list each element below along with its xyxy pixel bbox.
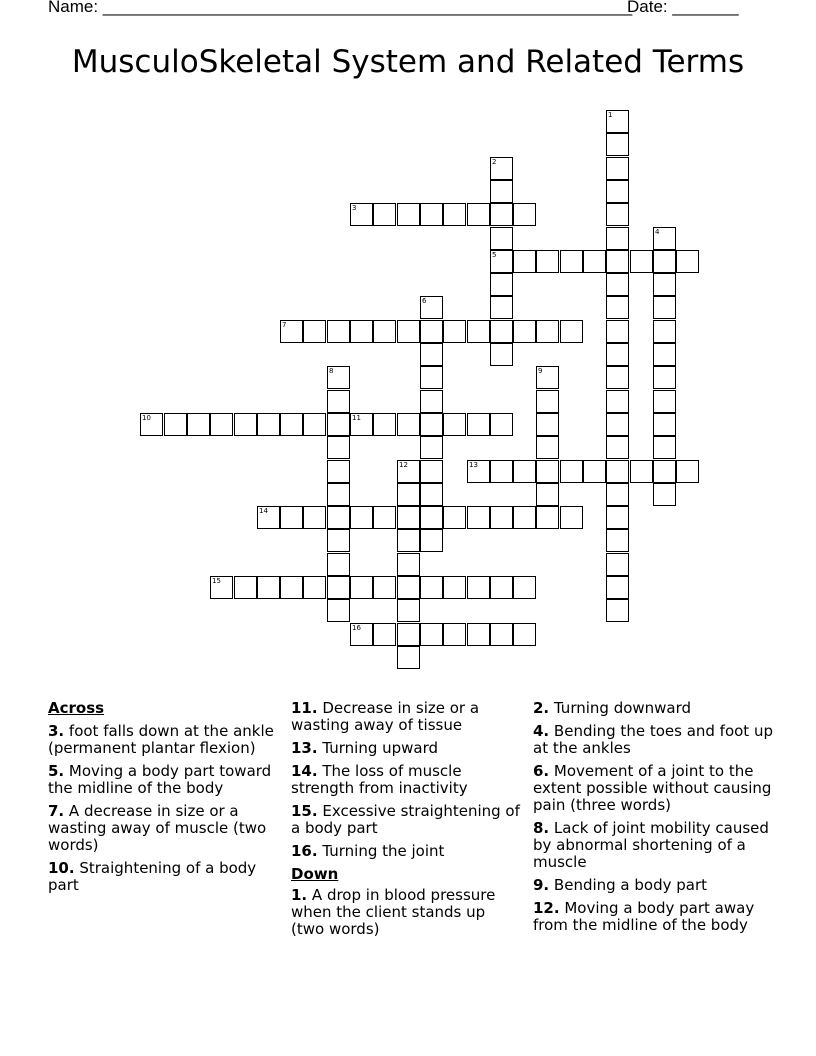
grid-cell[interactable] [373, 413, 396, 436]
clue-number: 3 [352, 204, 357, 212]
grid-cell[interactable] [490, 180, 513, 203]
clue-number: 1 [608, 111, 613, 119]
grid-cell[interactable] [490, 250, 513, 273]
clue-number: 16 [352, 624, 361, 632]
grid-cell[interactable] [606, 366, 629, 389]
clue-number: 11 [352, 414, 361, 422]
grid-cell[interactable] [606, 413, 629, 436]
grid-cell[interactable] [234, 576, 257, 599]
grid-cell[interactable] [490, 157, 513, 180]
grid-cell[interactable] [397, 483, 420, 506]
grid-cell[interactable] [420, 320, 443, 343]
grid-cell[interactable] [420, 296, 443, 319]
grid-cell[interactable] [536, 460, 559, 483]
grid-cell[interactable] [327, 529, 350, 552]
clue-number: 5 [492, 251, 497, 259]
grid-cell[interactable] [327, 483, 350, 506]
clue-across-11: 11. Decrease in size or a wasting away of tissue [291, 699, 480, 734]
grid-cell[interactable] [560, 250, 583, 273]
grid-cell[interactable] [606, 576, 629, 599]
grid-cell[interactable] [327, 553, 350, 576]
grid-cell[interactable] [420, 483, 443, 506]
grid-cell[interactable] [280, 506, 303, 529]
grid-cell[interactable] [490, 203, 513, 226]
grid-cell[interactable] [327, 413, 350, 436]
clue-number: 10 [142, 414, 151, 422]
grid-cell[interactable] [467, 460, 490, 483]
grid-cell[interactable] [653, 320, 676, 343]
grid-cell[interactable] [676, 460, 699, 483]
grid-cell[interactable] [397, 623, 420, 646]
grid-cell[interactable] [606, 529, 629, 552]
grid-cell[interactable] [443, 506, 466, 529]
grid-cell[interactable] [210, 413, 233, 436]
clue-number: 8 [329, 367, 334, 375]
grid-cell[interactable] [490, 506, 513, 529]
grid-cell[interactable] [606, 180, 629, 203]
clue-down-12: 12. Moving a body part away from the midline of the body [533, 899, 755, 934]
grid-cell[interactable] [373, 576, 396, 599]
grid-cell[interactable] [210, 576, 233, 599]
grid-cell[interactable] [373, 506, 396, 529]
grid-cell[interactable] [606, 296, 629, 319]
grid-cell[interactable] [630, 250, 653, 273]
grid-cell[interactable] [513, 460, 536, 483]
grid-cell[interactable] [606, 227, 629, 250]
grid-cell[interactable] [280, 320, 303, 343]
grid-cell[interactable] [536, 366, 559, 389]
grid-cell[interactable] [513, 506, 536, 529]
grid-cell[interactable] [397, 203, 420, 226]
grid-cell[interactable] [560, 320, 583, 343]
grid-cell[interactable] [420, 506, 443, 529]
grid-cell[interactable] [420, 413, 443, 436]
grid-cell[interactable] [443, 320, 466, 343]
clue-down-1: 1. A drop in blood pressure when the client stands up (two words) [291, 886, 496, 938]
clue-across-15: 15. Excessive straightening of a body part [291, 802, 520, 837]
grid-cell[interactable] [373, 203, 396, 226]
grid-cell[interactable] [560, 460, 583, 483]
grid-cell[interactable] [653, 460, 676, 483]
grid-cell[interactable] [420, 203, 443, 226]
grid-cell[interactable] [420, 529, 443, 552]
grid-cell[interactable] [630, 460, 653, 483]
grid-cell[interactable] [397, 460, 420, 483]
grid-cell[interactable] [490, 320, 513, 343]
clue-number: 13 [469, 461, 478, 469]
grid-cell[interactable] [280, 576, 303, 599]
grid-cell[interactable] [420, 460, 443, 483]
grid-cell[interactable] [583, 460, 606, 483]
grid-cell[interactable] [467, 576, 490, 599]
grid-cell[interactable] [606, 273, 629, 296]
grid-cell[interactable] [164, 413, 187, 436]
grid-cell[interactable] [350, 623, 373, 646]
clue-column-3 [533, 700, 773, 940]
grid-cell[interactable] [653, 413, 676, 436]
grid-cell[interactable] [536, 390, 559, 413]
clue-down-9: 9. Bending a body part [533, 876, 708, 894]
grid-cell[interactable] [187, 413, 210, 436]
grid-cell[interactable] [397, 553, 420, 576]
grid-cell[interactable] [467, 320, 490, 343]
grid-cell[interactable] [350, 506, 373, 529]
clue-number: 2 [492, 158, 497, 166]
grid-cell[interactable] [303, 320, 326, 343]
grid-cell[interactable] [653, 296, 676, 319]
clue-number: 15 [212, 577, 221, 585]
grid-cell[interactable] [606, 250, 629, 273]
grid-cell[interactable] [397, 576, 420, 599]
grid-cell[interactable] [350, 413, 373, 436]
grid-cell[interactable] [536, 483, 559, 506]
grid-cell[interactable] [327, 436, 350, 459]
grid-cell[interactable] [373, 623, 396, 646]
grid-cell[interactable] [420, 390, 443, 413]
grid-cell[interactable] [490, 273, 513, 296]
grid-cell[interactable] [536, 436, 559, 459]
grid-cell[interactable] [606, 483, 629, 506]
grid-cell[interactable] [560, 506, 583, 529]
grid-cell[interactable] [536, 413, 559, 436]
grid-cell[interactable] [490, 343, 513, 366]
clue-across-14: 14. The loss of muscle strength from inactivity [291, 762, 468, 797]
grid-cell[interactable] [303, 506, 326, 529]
grid-cell[interactable] [653, 390, 676, 413]
clue-column-2 [291, 700, 521, 944]
grid-cell[interactable] [606, 133, 629, 156]
grid-cell[interactable] [327, 390, 350, 413]
clue-across-16: 16. Turning the joint [291, 842, 445, 860]
clue-number: 9 [538, 367, 543, 375]
grid-cell[interactable] [676, 250, 699, 273]
clue-column-1 [48, 700, 283, 900]
grid-cell[interactable] [653, 366, 676, 389]
grid-cell[interactable] [653, 343, 676, 366]
grid-cell[interactable] [397, 529, 420, 552]
clue-number: 12 [399, 461, 408, 469]
grid-cell[interactable] [606, 110, 629, 133]
grid-cell[interactable] [420, 343, 443, 366]
clue-across-10: 10. Straightening of a body part [48, 859, 257, 894]
grid-cell[interactable] [490, 460, 513, 483]
clue-number: 6 [422, 297, 427, 305]
grid-cell[interactable] [397, 413, 420, 436]
across-heading: Across [48, 699, 105, 717]
grid-cell[interactable] [443, 203, 466, 226]
grid-cell[interactable] [234, 413, 257, 436]
grid-cell[interactable] [536, 250, 559, 273]
grid-cell[interactable] [513, 623, 536, 646]
grid-cell[interactable] [350, 320, 373, 343]
grid-cell[interactable] [606, 320, 629, 343]
grid-cell[interactable] [467, 413, 490, 436]
grid-cell[interactable] [373, 320, 396, 343]
grid-cell[interactable] [420, 623, 443, 646]
grid-cell[interactable] [606, 390, 629, 413]
grid-cell[interactable] [327, 506, 350, 529]
grid-cell[interactable] [303, 413, 326, 436]
grid-cell[interactable] [350, 576, 373, 599]
clue-across-13: 13. Turning upward [291, 739, 439, 757]
grid-cell[interactable] [397, 599, 420, 622]
grid-cell[interactable] [140, 413, 163, 436]
grid-cell[interactable] [257, 413, 280, 436]
grid-cell[interactable] [327, 320, 350, 343]
grid-cell[interactable] [606, 553, 629, 576]
grid-cell[interactable] [606, 460, 629, 483]
grid-cell[interactable] [653, 227, 676, 250]
clue-across-7: 7. A decrease in size or a wasting away of muscle (two words) [48, 802, 267, 854]
grid-cell[interactable] [327, 460, 350, 483]
grid-cell[interactable] [397, 320, 420, 343]
grid-cell[interactable] [583, 250, 606, 273]
grid-cell[interactable] [653, 273, 676, 296]
clue-across-5: 5. Moving a body part toward the midline of the body [48, 762, 272, 797]
grid-cell[interactable] [467, 506, 490, 529]
grid-cell[interactable] [443, 413, 466, 436]
grid-cell[interactable] [513, 203, 536, 226]
grid-cell[interactable] [327, 576, 350, 599]
down-heading: Down [291, 865, 339, 883]
grid-cell[interactable] [280, 413, 303, 436]
clue-down-6: 6. Movement of a joint to the extent possible without causing pain (three words) [533, 762, 772, 814]
grid-cell[interactable] [443, 576, 466, 599]
grid-cell[interactable] [257, 576, 280, 599]
grid-cell[interactable] [397, 506, 420, 529]
grid-cell[interactable] [420, 576, 443, 599]
grid-cell[interactable] [606, 506, 629, 529]
grid-cell[interactable] [257, 506, 280, 529]
grid-cell[interactable] [513, 320, 536, 343]
grid-cell[interactable] [467, 623, 490, 646]
grid-cell[interactable] [606, 343, 629, 366]
grid-cell[interactable] [303, 576, 326, 599]
clue-number: 4 [655, 228, 660, 236]
grid-cell[interactable] [536, 320, 559, 343]
grid-cell[interactable] [350, 203, 373, 226]
grid-cell[interactable] [490, 296, 513, 319]
clue-down-8: 8. Lack of joint mobility caused by abnormal shortening of a muscle [533, 819, 769, 871]
grid-cell[interactable] [490, 623, 513, 646]
grid-cell[interactable] [443, 623, 466, 646]
page-title: MusculoSkeletal System and Related Terms [71, 44, 745, 80]
grid-cell[interactable] [653, 436, 676, 459]
grid-cell[interactable] [606, 203, 629, 226]
grid-cell[interactable] [653, 250, 676, 273]
grid-cell[interactable] [606, 599, 629, 622]
grid-cell[interactable] [606, 157, 629, 180]
grid-cell[interactable] [490, 227, 513, 250]
grid-cell[interactable] [606, 436, 629, 459]
name-field[interactable]: Name: ________________________________________________________ [48, 0, 633, 16]
grid-cell[interactable] [536, 506, 559, 529]
grid-cell[interactable] [420, 366, 443, 389]
grid-cell[interactable] [420, 436, 443, 459]
grid-cell[interactable] [513, 576, 536, 599]
clue-number: 14 [259, 507, 268, 515]
grid-cell[interactable] [513, 250, 536, 273]
grid-cell[interactable] [327, 366, 350, 389]
date-field[interactable]: Date: _______ [627, 0, 739, 16]
grid-cell[interactable] [490, 576, 513, 599]
grid-cell[interactable] [327, 599, 350, 622]
grid-cell[interactable] [653, 483, 676, 506]
clue-down-4: 4. Bending the toes and foot up at the ankles [533, 722, 773, 757]
clue-number: 7 [282, 321, 287, 329]
grid-cell[interactable] [467, 203, 490, 226]
grid-cell[interactable] [490, 413, 513, 436]
clue-across-3: 3. foot falls down at the ankle (permanent plantar flexion) [48, 722, 274, 757]
grid-cell[interactable] [397, 646, 420, 669]
clue-down-2: 2. Turning downward [533, 699, 692, 717]
